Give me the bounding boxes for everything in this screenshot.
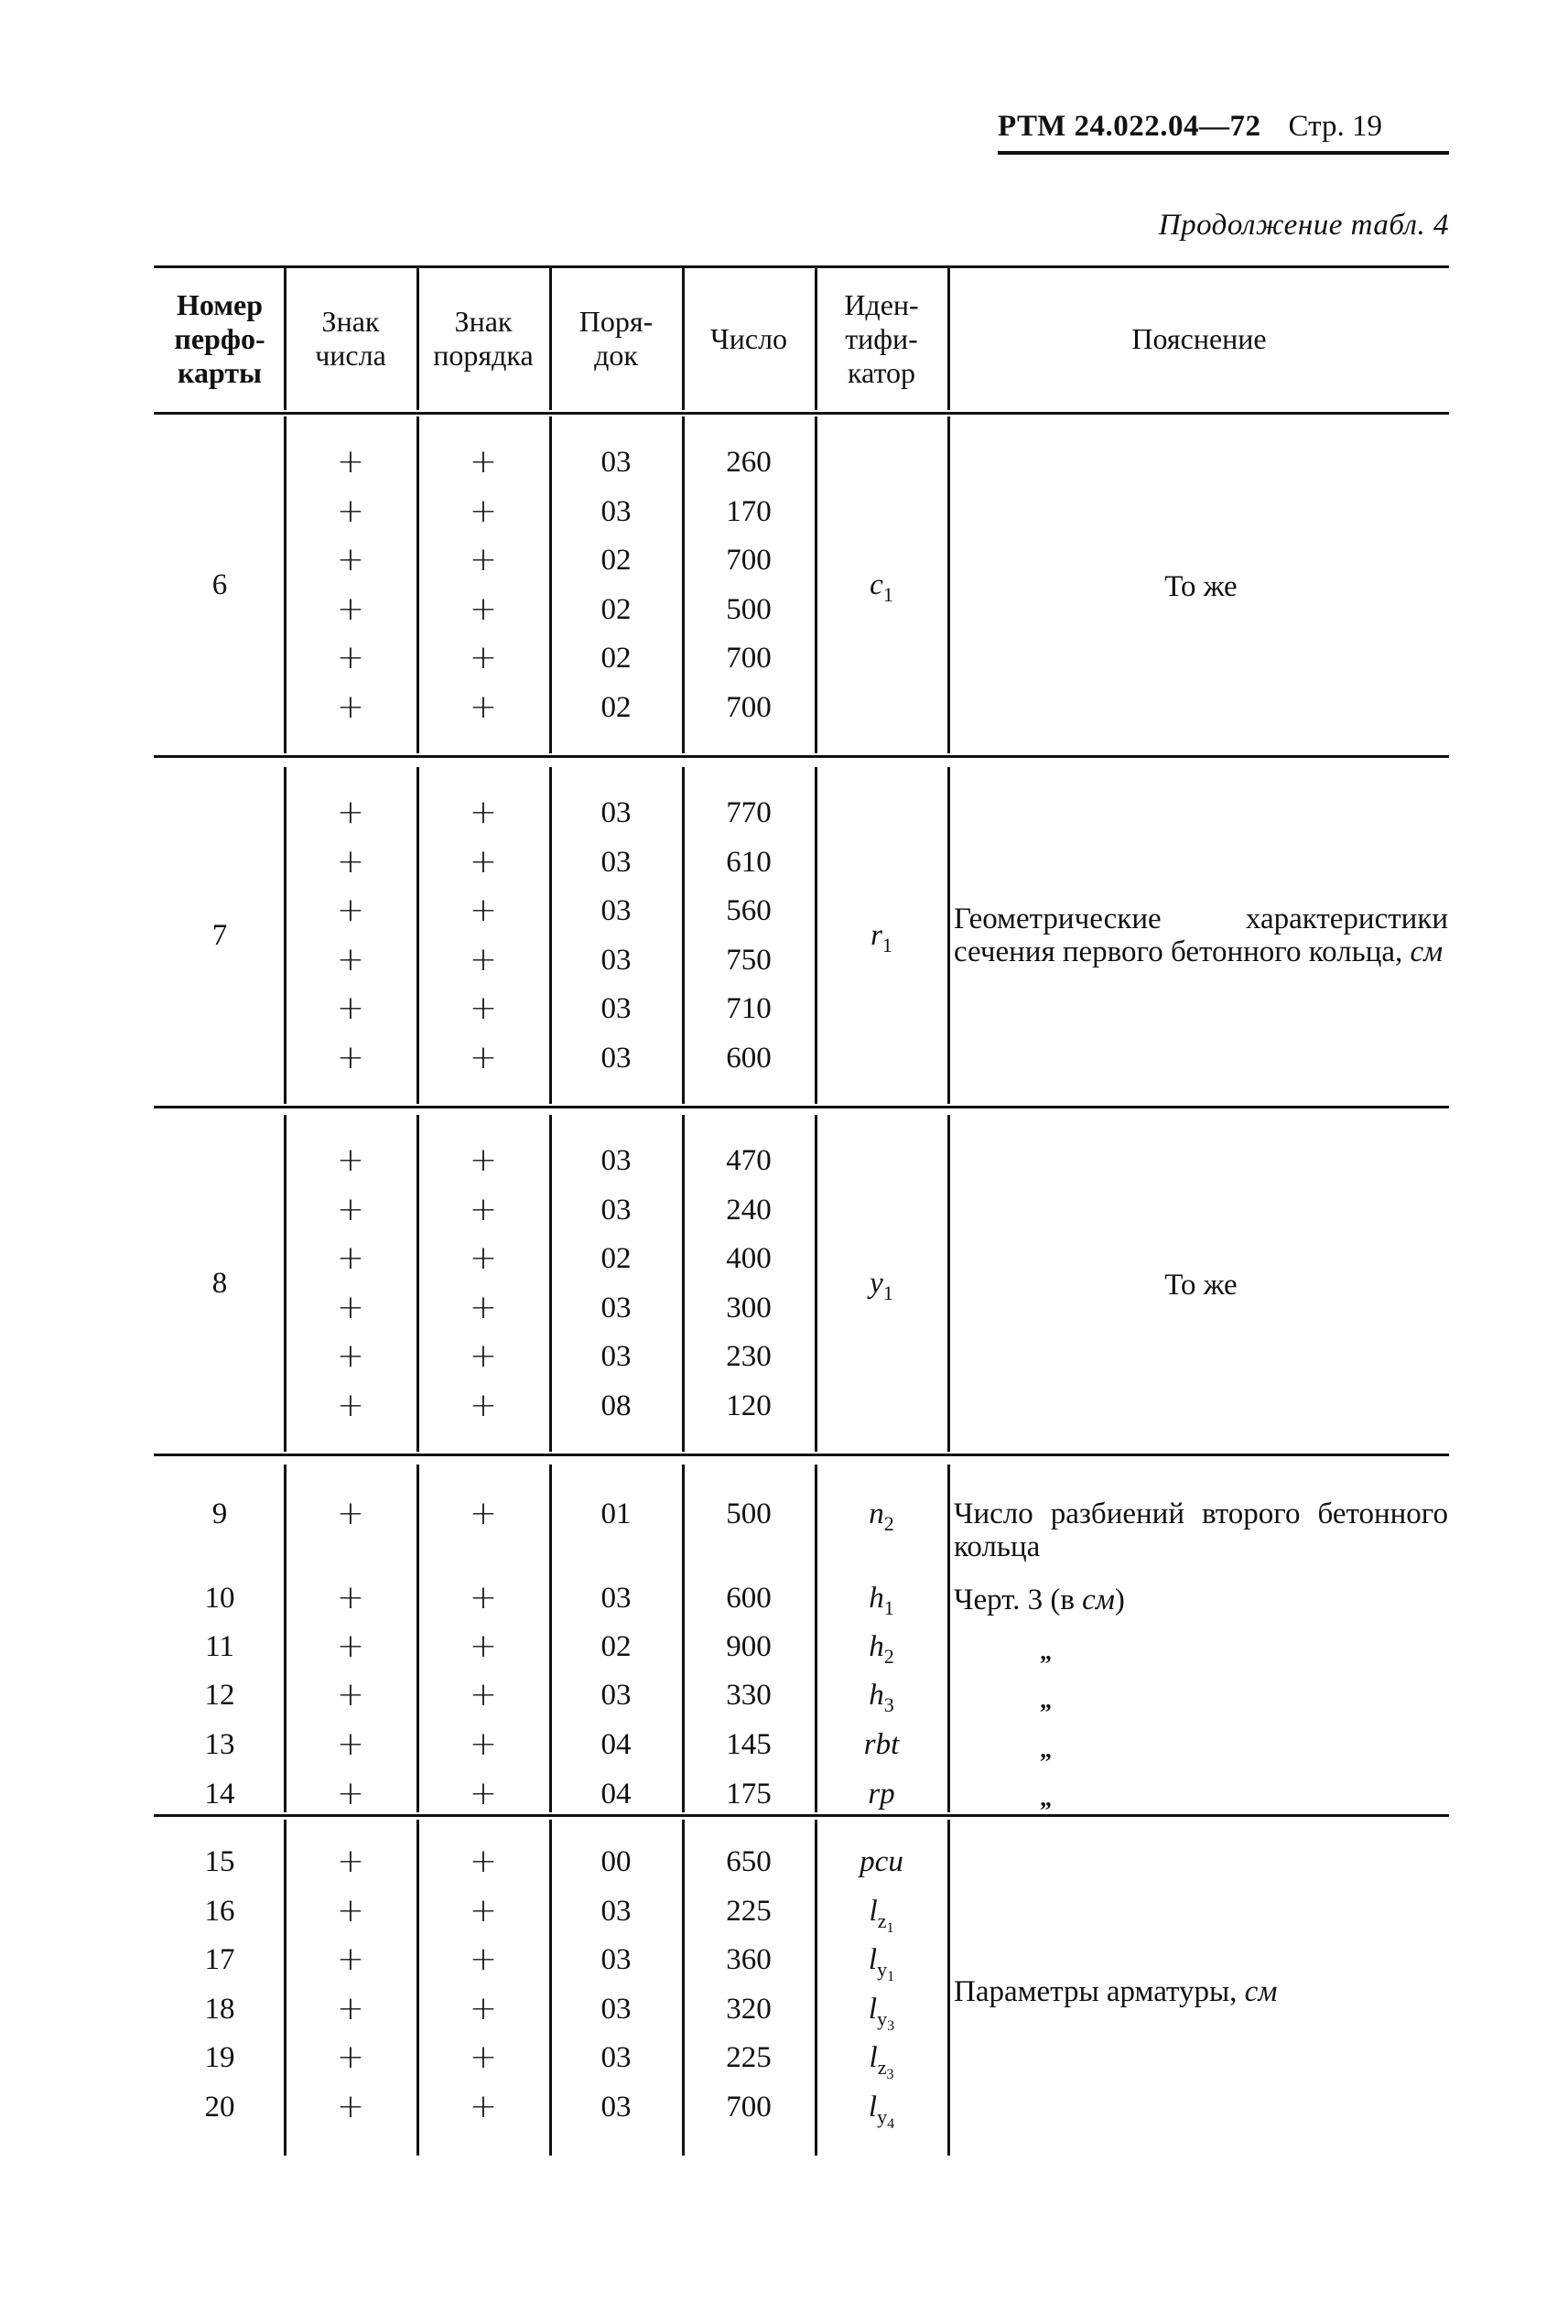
table-continuation-caption: Продолжение табл. 4 [1158,209,1449,242]
order-cell: 02 [600,1242,632,1275]
order-cell: 03 [600,1679,632,1712]
number-cell: 710 [726,992,772,1025]
order-sign-cell: + [469,1627,498,1665]
order-cell: 03 [600,1041,632,1075]
header-number: Число [709,321,788,355]
order-cell: 04 [600,1728,632,1761]
number-cell: 600 [726,1582,772,1615]
order-cell: 03 [600,1894,632,1928]
order-sign-cell: + [469,940,498,978]
ditto-mark: „ [1040,1785,1052,1811]
number-cell: 700 [726,544,772,577]
number-cell: 700 [726,2090,772,2124]
column-separator [284,416,287,753]
card-number-cell: 20 [204,2090,235,2124]
card-number-cell: 6 [211,567,228,601]
number-cell: 175 [726,1778,772,1811]
order-sign-cell: + [469,1288,498,1326]
explanation-cell: Число разбиений второго бетонного кольца [954,1497,1448,1564]
number-sign-cell: + [336,1843,365,1880]
number-sign-cell: + [336,1725,365,1763]
number-sign-cell: + [336,1288,365,1326]
number-sign-cell: + [336,1141,365,1179]
column-separator [284,1115,287,1452]
column-separator [682,1465,685,1812]
identifier-cell: $l_{y_3}$ [868,1992,895,2034]
order-sign-cell: + [469,443,498,481]
column-separator [416,416,419,753]
column-separator [947,767,950,1104]
column-separator [284,1465,287,1812]
explanation-cell: Параметры арматуры, см [954,1975,1278,2008]
card-number-cell: 17 [204,1943,235,1976]
order-cell: 03 [600,2090,632,2124]
number-cell: 400 [726,1242,772,1275]
order-cell: 03 [600,992,632,1025]
order-sign-cell: + [469,2087,498,2125]
number-cell: 600 [726,1041,772,1075]
number-sign-cell: + [336,2087,365,2125]
number-sign-cell: + [336,639,365,676]
number-sign-cell: + [336,1775,365,1812]
column-separator [284,767,287,1104]
order-sign-cell: + [469,1775,498,1812]
number-cell: 170 [726,494,772,528]
order-sign-cell: + [469,1891,498,1929]
order-cell: 01 [600,1497,632,1530]
identifier-cell: $h_3$ [869,1679,894,1716]
order-sign-cell: + [469,1239,498,1277]
header-card-number: карты [177,355,263,389]
number-cell: 240 [726,1193,772,1227]
column-separator [549,1115,552,1452]
column-separator [682,416,685,753]
number-cell: 225 [726,2041,772,2074]
group-divider-rule [154,755,1449,758]
order-sign-cell: + [469,794,498,831]
number-sign-cell: + [336,1579,365,1616]
number-cell: 300 [726,1291,772,1324]
identifier-cell: $l_{y_4}$ [868,2090,895,2132]
column-separator [416,1115,419,1452]
order-cell: 03 [600,1992,632,2026]
number-cell: 610 [726,845,772,879]
number-sign-cell: + [336,1495,365,1532]
number-sign-cell: + [336,1891,365,1929]
order-sign-cell: + [469,589,498,628]
number-sign-cell: + [336,794,365,831]
order-sign-cell: + [469,1386,498,1424]
number-sign-cell: + [336,842,365,881]
number-sign-cell: + [336,687,365,726]
column-separator [549,1465,552,1812]
number-sign-cell: + [336,589,365,628]
order-cell: 03 [600,1291,632,1324]
card-number-cell: 13 [204,1728,235,1761]
ditto-mark: „ [1040,1687,1052,1713]
order-cell: 03 [600,494,632,528]
number-sign-cell: + [336,1239,365,1277]
order-sign-cell: + [469,1337,498,1375]
number-cell: 330 [726,1679,772,1712]
header-number-sign: числа [315,339,386,372]
header-identifier: тифи- [845,321,918,355]
order-cell: 03 [600,845,632,879]
number-sign-cell: + [336,1940,365,1978]
order-cell: 00 [600,1845,632,1878]
identifier-cell: $h_2$ [869,1630,894,1668]
number-cell: 700 [726,690,772,724]
identifier-cell: $h_1$ [869,1582,894,1619]
order-sign-cell: + [469,989,498,1027]
order-cell: 08 [600,1389,632,1422]
card-number-cell: 10 [204,1582,235,1615]
ditto-mark: „ [1040,1638,1052,1665]
order-cell: 02 [600,1630,632,1663]
number-sign-cell: + [336,1038,365,1076]
order-sign-cell: + [469,1495,498,1532]
number-cell: 225 [726,1894,772,1928]
column-separator [549,1820,552,2156]
order-cell: 03 [600,2041,632,2074]
number-sign-cell: + [336,1190,365,1228]
column-separator [947,1820,950,2156]
header-order-sign: порядка [433,339,534,372]
order-sign-cell: + [469,842,498,881]
card-number-cell: 14 [204,1778,235,1811]
order-sign-cell: + [469,1940,498,1978]
column-separator [682,1115,685,1452]
column-separator [416,767,419,1104]
page-number: Стр. 19 [1288,110,1382,143]
column-separator [549,767,552,1104]
order-sign-cell: + [469,1141,498,1179]
number-sign-cell: + [336,2038,365,2076]
number-cell: 500 [726,1497,772,1530]
number-cell: 470 [726,1144,772,1177]
number-cell: 650 [726,1845,772,1878]
number-cell: 560 [726,894,772,927]
number-sign-cell: + [336,1676,365,1713]
document-code: РТМ 24.022.04—72 [998,110,1261,143]
order-sign-cell: + [469,892,498,929]
number-cell: 750 [726,943,772,977]
column-separator [284,1820,287,2156]
number-cell: 260 [726,446,772,479]
column-separator [416,1465,419,1812]
number-sign-cell: + [336,492,365,530]
number-cell: 500 [726,592,772,626]
group-divider-rule [154,1454,1449,1456]
order-sign-cell: + [469,639,498,676]
identifier-cell: $l_{y_1}$ [868,1943,895,1984]
identifier-cell: $l_{z_3}$ [869,2041,894,2082]
order-cell: 02 [600,642,632,675]
group-divider-rule [154,1814,1449,1817]
number-cell: 145 [726,1728,772,1761]
order-sign-cell: + [469,541,498,578]
order-sign-cell: + [469,687,498,726]
order-cell: 03 [600,1943,632,1976]
order-cell: 02 [600,690,632,724]
header-explanation: Пояснение [1131,321,1267,355]
order-sign-cell: + [469,1989,498,2027]
card-number-cell: 7 [211,918,228,952]
number-sign-cell: + [336,541,365,578]
identifier-cell: $n_2$ [869,1497,894,1535]
column-separator [947,416,950,753]
identifier-cell: rp [868,1778,895,1811]
order-sign-cell: + [469,1676,498,1713]
identifier-cell: $l_{z_1}$ [869,1894,894,1936]
column-separator [549,416,552,753]
column-separator [682,767,685,1104]
order-sign-cell: + [469,1038,498,1076]
number-sign-cell: + [336,443,365,481]
card-number-cell: 9 [211,1497,228,1530]
identifier-cell: rbt [863,1728,900,1761]
number-cell: 900 [726,1630,772,1663]
identifier-cell: $c_1$ [870,567,893,606]
order-sign-cell: + [469,1843,498,1880]
order-cell: 03 [600,1144,632,1177]
number-cell: 120 [726,1389,772,1422]
number-sign-cell: + [336,1989,365,2027]
order-sign-cell: + [469,1579,498,1616]
column-separator [947,1115,950,1452]
table-top-rule [154,265,1449,268]
card-number-cell: 12 [204,1679,235,1712]
order-cell: 03 [600,943,632,977]
card-number-cell: 18 [204,1992,235,2026]
number-sign-cell: + [336,989,365,1027]
order-sign-cell: + [469,492,498,530]
explanation-cell: То же [1164,569,1238,603]
identifier-cell: pcu [860,1845,903,1878]
header-card-number: перфо- [174,321,265,355]
number-cell: 700 [726,642,772,675]
card-number-cell: 8 [211,1266,228,1300]
number-cell: 360 [726,1943,772,1976]
number-sign-cell: + [336,1627,365,1665]
order-cell: 03 [600,894,632,927]
order-cell: 03 [600,1193,632,1227]
identifier-cell: $y_1$ [870,1266,893,1304]
card-number-cell: 15 [204,1845,235,1878]
number-sign-cell: + [336,1337,365,1375]
ditto-mark: „ [1040,1736,1052,1763]
number-cell: 770 [726,796,772,829]
number-cell: 320 [726,1992,772,2026]
explanation-cell: Геометрические характеристики сечения первого бетонного кольца, см [954,902,1448,969]
card-number-cell: 16 [204,1894,235,1928]
order-sign-cell: + [469,1190,498,1228]
order-cell: 03 [600,1340,632,1373]
order-sign-cell: + [469,2038,498,2076]
order-sign-cell: + [469,1725,498,1763]
header-identifier: катор [848,355,915,389]
explanation-cell: То же [1164,1268,1238,1302]
number-sign-cell: + [336,940,365,978]
order-cell: 04 [600,1778,632,1811]
card-number-cell: 11 [205,1630,234,1663]
header-order-sign: Знак [454,305,513,338]
header-order: Поря- [579,305,654,338]
card-number-cell: 19 [204,2041,235,2074]
header-card-number: Номер [176,287,264,321]
group-divider-rule [154,1106,1449,1108]
order-cell: 03 [600,1582,632,1615]
explanation-cell: Черт. 3 (в см) [954,1584,1125,1616]
number-cell: 230 [726,1340,772,1373]
column-separator [416,1820,419,2156]
order-cell: 03 [600,446,632,479]
header-identifier: Иден- [844,287,919,321]
number-sign-cell: + [336,1386,365,1424]
order-cell: 02 [600,592,632,626]
column-separator [947,1465,950,1812]
header-order: док [594,339,638,372]
order-cell: 02 [600,544,632,577]
identifier-cell: $r_1$ [871,918,892,957]
column-separator [682,1820,685,2156]
order-cell: 03 [600,796,632,829]
header-number-sign: Знак [321,305,380,338]
header-bottom-rule [154,412,1449,415]
number-sign-cell: + [336,892,365,929]
